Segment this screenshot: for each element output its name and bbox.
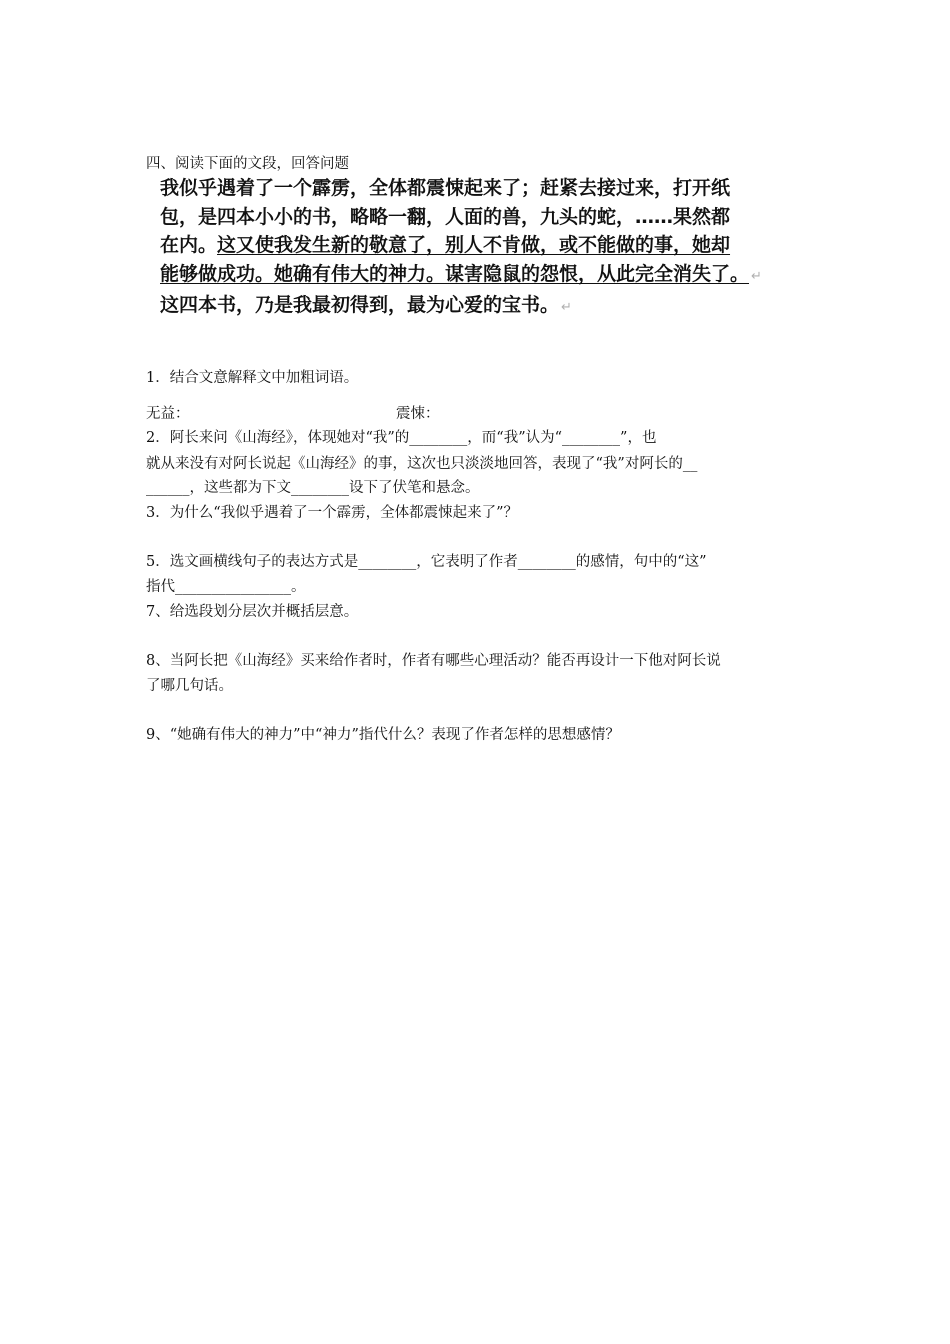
question-8-line-2: 了哪几句话。 bbox=[146, 678, 233, 694]
question-1-word-1: 无益： bbox=[146, 406, 190, 422]
question-3: 3．为什么“我似乎遇着了一个霹雳，全体都震悚起来了”？ bbox=[146, 505, 519, 521]
underlined-sentence-part-2: 能够做成功。她确有伟大的神力。谋害隐鼠的怨恨，从此完全消失了。 bbox=[160, 262, 750, 285]
question-7: 7、给选段划分层次并概括层意。 bbox=[146, 604, 359, 620]
question-2-line-3: ______，这些都为下文________设下了伏笔和悬念。 bbox=[146, 480, 480, 496]
underlined-sentence-part-1: 这又使我发生新的敬意了，别人不肯做，或不能做的事，她却 bbox=[217, 234, 731, 256]
question-1: 1．结合文意解释文中加粗词语。 bbox=[146, 370, 359, 386]
question-1-word-2: 震悚： bbox=[396, 406, 440, 422]
section-heading: 四、阅读下面的文段，回答问题 bbox=[146, 156, 349, 172]
question-2-line-1: 2．阿长来问《山海经》，体现她对“我”的________，而“我”认为“________”，也 bbox=[146, 430, 657, 446]
question-2-line-2: 就从来没有对阿长说起《山海经》的事，这次也只淡淡地回答，表现了“我”对阿长的__ bbox=[146, 456, 698, 472]
passage-line-3 bbox=[160, 231, 800, 260]
question-8-line-1: 8、当阿长把《山海经》买来给作者时，作者有哪些心理活动？能否再设计一下他对阿长说 bbox=[146, 653, 721, 669]
passage-line-5-text: 这四本书，乃是我最初得到，最为心爱的宝书。 bbox=[160, 294, 560, 316]
paragraph-return-icon: ↵ bbox=[751, 268, 762, 284]
question-9: 9、“她确有伟大的神力”中“神力”指代什么？表现了作者怎样的思想感情？ bbox=[146, 727, 620, 743]
question-5-line-2: 指代________________。 bbox=[146, 579, 306, 595]
question-5-line-1: 5．选文画横线句子的表达方式是________，它表明了作者________的感情，句中的“这” bbox=[146, 554, 707, 570]
passage-line-3-plain: 在内。 bbox=[160, 234, 218, 256]
passage-line-4 bbox=[160, 260, 800, 292]
passage-line-2: 包，是四本小小的书，略略一翻，人面的兽，九头的蛇，……果然都 bbox=[160, 205, 731, 228]
reading-passage bbox=[160, 174, 800, 323]
passage-line-5 bbox=[160, 291, 800, 323]
passage-line-1: 我似乎遇着了一个霹雳，全体都震悚起来了；赶紧去接过来，打开纸 bbox=[160, 177, 731, 199]
paragraph-return-icon: ↵ bbox=[561, 300, 572, 315]
